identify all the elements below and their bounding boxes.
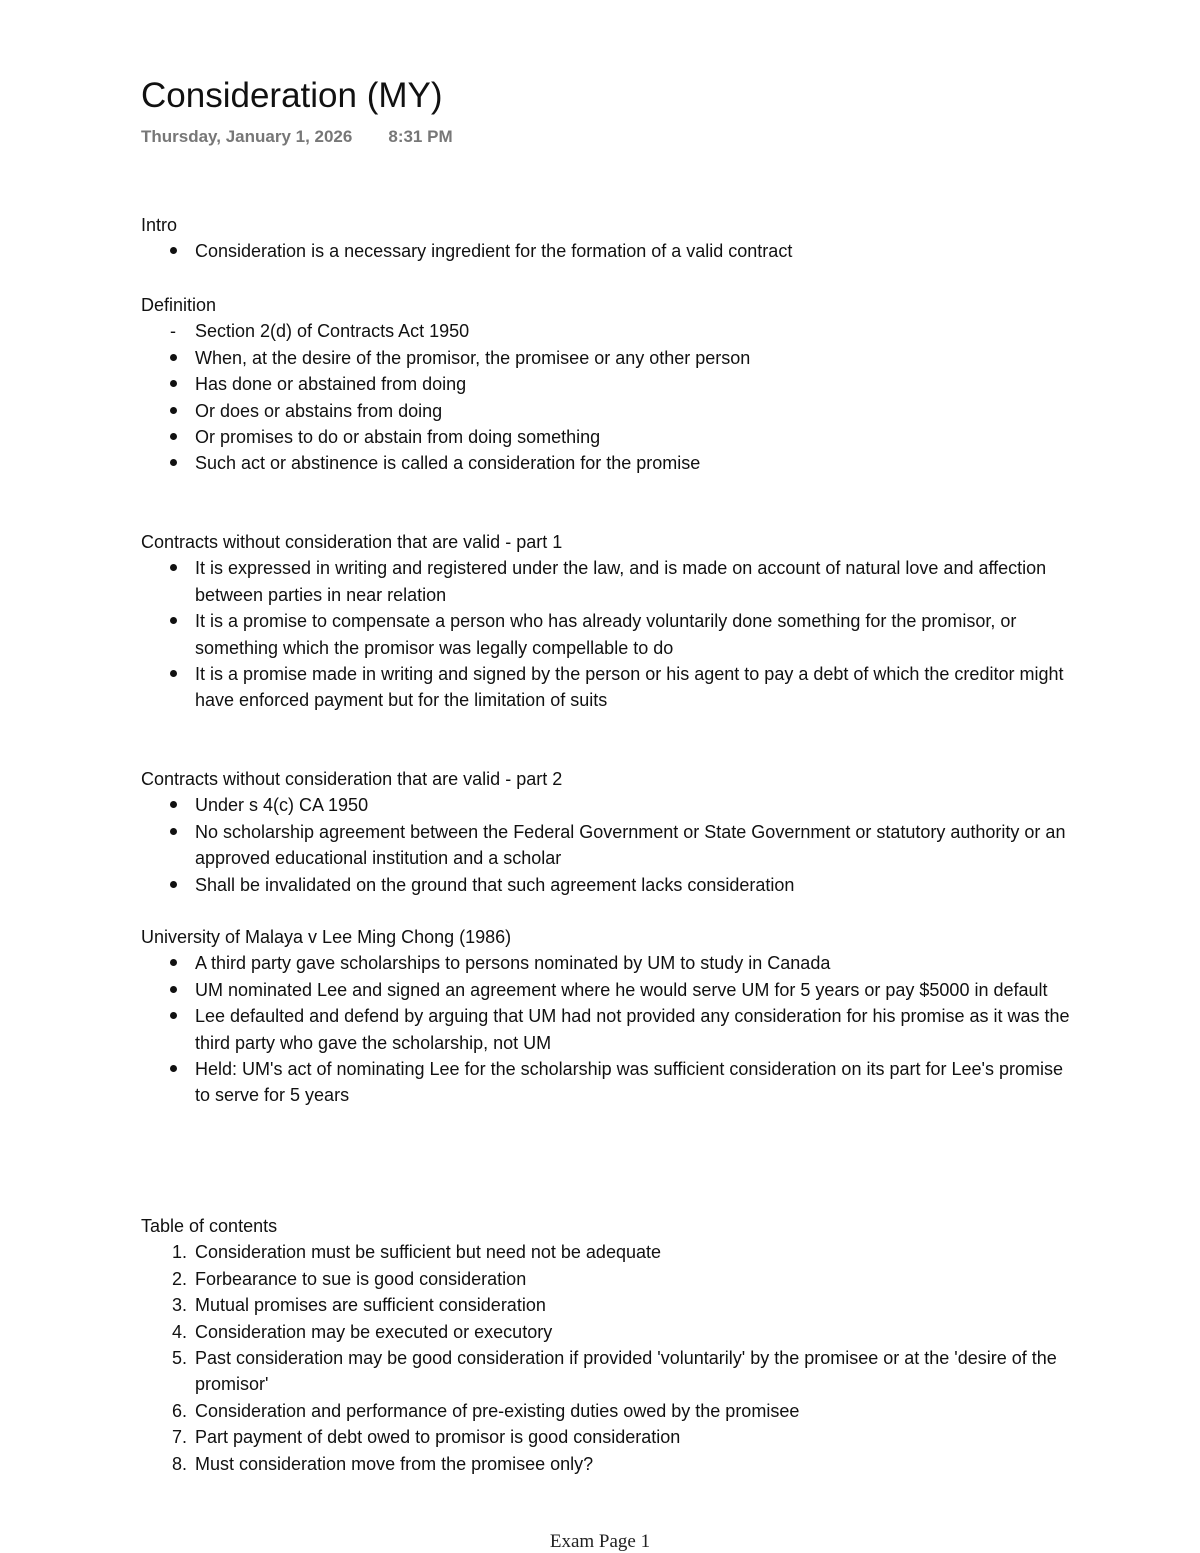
toc-item xyxy=(171,1319,1071,1345)
list-item: Consideration is a necessary ingredient for the formation of a valid contract xyxy=(195,238,1071,264)
list-item: Or promises to do or abstain from doing something xyxy=(195,424,1071,450)
toc-item xyxy=(171,1424,1071,1450)
bullet-list xyxy=(141,792,1071,898)
list-item: It is expressed in writing and registered under the law, and is made on account of natural love and affection between parties in near relation xyxy=(195,555,1071,608)
list-item: A third party gave scholarships to persons nominated by UM to study in Canada xyxy=(195,950,1071,976)
bullet-list xyxy=(141,238,1071,264)
list-item: It is a promise to compensate a person who has already voluntarily done something for the promisor, or something which the promisor was legally compellable to do xyxy=(195,608,1071,661)
toc-text: Forbearance to sue is good consideration xyxy=(195,1268,527,1289)
list-item: Lee defaulted and defend by arguing that UM had not provided any consideration for his promise as it was the third party who gave the scholarship, not UM xyxy=(195,1003,1071,1056)
list-item: Such act or abstinence is called a consideration for the promise xyxy=(195,450,1071,476)
bullet-list xyxy=(141,555,1071,713)
section-heading: Contracts without consideration that are valid - part 1 xyxy=(141,532,563,552)
toc-number: 2. xyxy=(171,1268,187,1289)
toc-number: 5. xyxy=(171,1348,187,1369)
toc-text: Past consideration may be good consideration if provided 'voluntarily' by the promisee or at the 'desire of the promisor' xyxy=(195,1348,1057,1395)
numbered-list xyxy=(141,1239,1071,1477)
section-heading: Definition xyxy=(141,295,217,315)
list-item: Or does or abstains from doing xyxy=(195,398,1071,424)
toc-item xyxy=(171,1292,1071,1318)
section-heading: Contracts without consideration that are valid - part 2 xyxy=(141,769,563,789)
toc-number: 1. xyxy=(171,1242,187,1263)
list-item: Has done or abstained from doing xyxy=(195,371,1071,397)
bullet-list xyxy=(141,950,1071,1108)
toc-number: 3. xyxy=(171,1295,187,1316)
note-date: Thursday, January 1, 2026 xyxy=(141,127,353,146)
part1-section xyxy=(141,529,1071,714)
toc-text: Must consideration move from the promisee only? xyxy=(195,1453,594,1474)
part2-section xyxy=(141,766,1071,898)
toc-number: 7. xyxy=(171,1427,187,1448)
toc-item xyxy=(171,1266,1071,1292)
toc-number: 8. xyxy=(171,1453,187,1474)
intro-section xyxy=(141,212,1071,265)
bullet-list xyxy=(141,345,1071,477)
list-item: UM nominated Lee and signed an agreement where he would serve UM for 5 years or pay $5000 in default xyxy=(195,977,1071,1003)
toc-item xyxy=(171,1239,1071,1265)
toc-number: 4. xyxy=(171,1321,187,1342)
list-item: Held: UM's act of nominating Lee for the scholarship was sufficient consideration on its part for Lee's promise to serve for 5 years xyxy=(195,1056,1071,1109)
toc-item xyxy=(171,1345,1071,1398)
toc-text: Part payment of debt owed to promisor is good consideration xyxy=(195,1427,681,1448)
page-title: Consideration (MY) xyxy=(141,76,443,115)
page-footer: Exam Page 1 xyxy=(549,1531,651,1552)
section-heading: Table of contents xyxy=(141,1216,278,1236)
toc-text: Mutual promises are sufficient consideration xyxy=(195,1295,546,1316)
list-item: - Section 2(d) of Contracts Act 1950 xyxy=(195,318,1071,344)
list-item: Shall be invalidated on the ground that such agreement lacks consideration xyxy=(195,872,1071,898)
toc-text: Consideration may be executed or executory xyxy=(195,1321,553,1342)
case-section xyxy=(141,924,1071,1109)
toc-section xyxy=(141,1213,1071,1477)
section-heading: University of Malaya v Lee Ming Chong (1986) xyxy=(141,927,512,947)
toc-item xyxy=(171,1451,1071,1477)
toc-number: 6. xyxy=(171,1400,187,1421)
note-time: 8:31 PM xyxy=(388,127,453,146)
section-heading: Intro xyxy=(141,215,178,235)
list-item: Under s 4(c) CA 1950 xyxy=(195,792,1071,818)
list-item: It is a promise made in writing and signed by the person or his agent to pay a debt of which the creditor might have enforced payment but for the limitation of suits xyxy=(195,661,1071,714)
toc-text: Consideration and performance of pre-existing duties owed by the promisee xyxy=(195,1400,800,1421)
note-timestamp xyxy=(141,126,1071,148)
note-page xyxy=(141,74,1071,148)
toc-text: Consideration must be sufficient but need not be adequate xyxy=(195,1242,661,1263)
list-item: No scholarship agreement between the Federal Government or State Government or statutory authority or an approved educational institution and a scholar xyxy=(195,819,1071,872)
dash-list xyxy=(141,318,1071,344)
toc-item xyxy=(171,1398,1071,1424)
list-item: When, at the desire of the promisor, the promisee or any other person xyxy=(195,345,1071,371)
definition-section xyxy=(141,292,1071,477)
